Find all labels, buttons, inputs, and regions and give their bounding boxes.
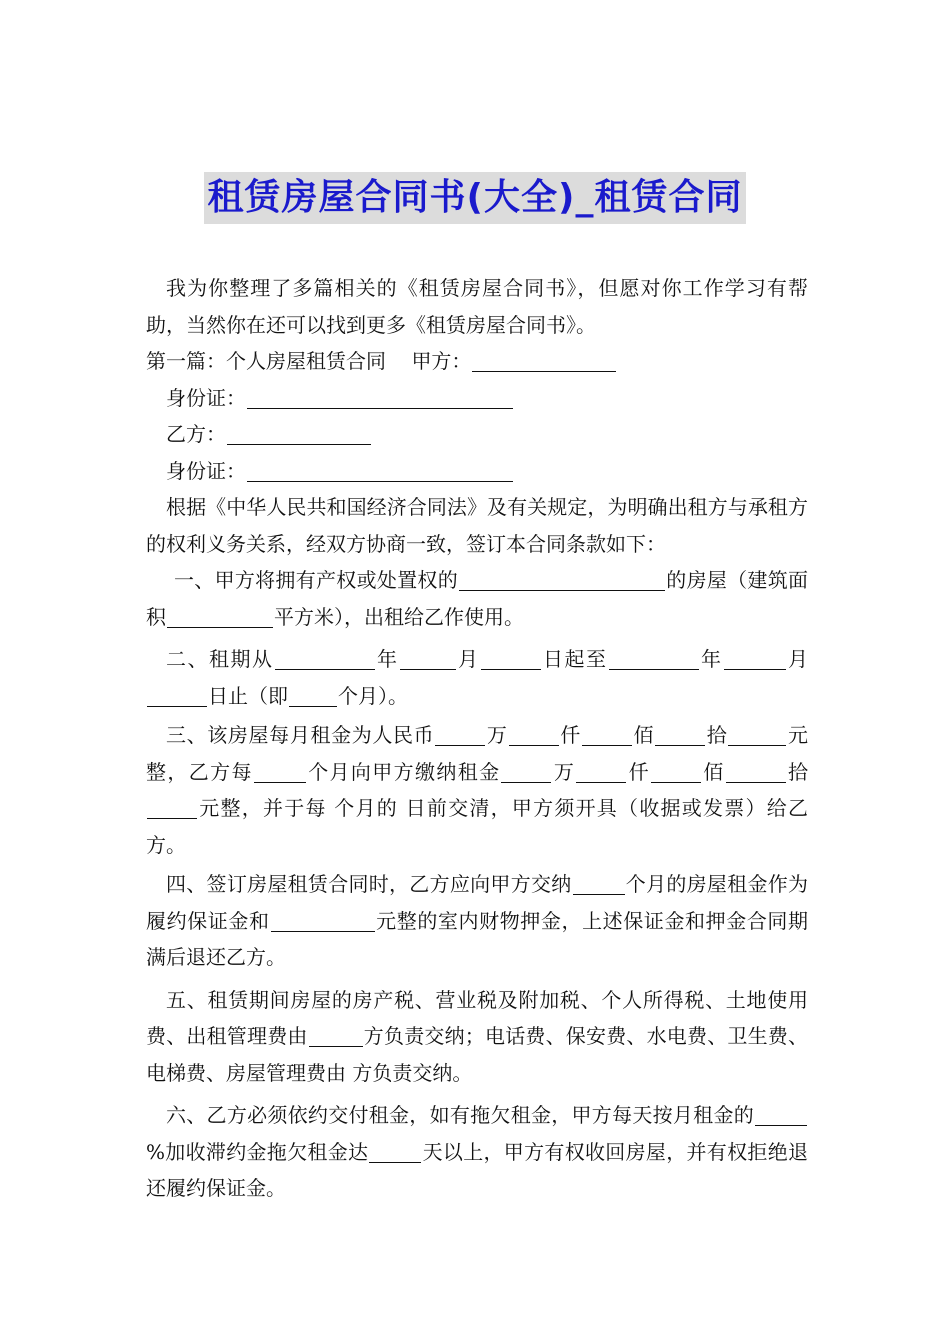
property-blank (459, 568, 665, 591)
id-line-2 (146, 453, 808, 490)
months-blank (289, 684, 337, 707)
property-deposit-blank (271, 909, 375, 932)
clause-6-text-a: 六、乙方必须依约交付租金，如有拖欠租金，甲方每天按月租金的 (166, 1103, 754, 1127)
clause-6-text-b: %加收滞约金拖欠租金达 (146, 1139, 369, 1164)
title-container (0, 172, 950, 224)
overdue-days-blank (369, 1140, 421, 1163)
clause-3-text-k: 拾 (786, 759, 809, 784)
clause-1-text-b: 的房屋（建筑面积 (146, 568, 809, 629)
rent-qian-blank (509, 723, 559, 746)
clause-5-text-a: 五、租赁期间房屋的房产税、营业税及附加税、个人所得税、土地使用费、出租管理费由 (146, 987, 808, 1048)
end-day-blank (147, 684, 207, 707)
clause-3-text-c: 仟 (559, 723, 581, 747)
clause-2-text-c: 月 (456, 647, 480, 671)
clause-3-text-h: 万 (552, 759, 576, 784)
clause-2-text-b: 年 (375, 647, 399, 671)
clause-4-text-a: 四、签订房屋租赁合同时，乙方应向甲方交纳 (166, 872, 572, 896)
party-a-blank (472, 349, 616, 372)
clause-2-text-e: 年 (699, 647, 723, 671)
clause-3-text-i: 仟 (627, 759, 650, 784)
clause-3-text-e: 拾 (706, 723, 728, 747)
deposit-months-blank (573, 872, 625, 895)
clause-4 (146, 866, 808, 976)
pay-shi-blank (726, 760, 786, 783)
start-day-blank (481, 647, 541, 670)
clause-1-text-a: 一、甲方将拥有产权或处置权的 (174, 568, 458, 592)
clause-2 (146, 641, 808, 714)
party-b-label: 乙方： (166, 422, 226, 446)
start-year-blank (275, 647, 375, 670)
clause-2-text-g: 日止（即 (208, 683, 288, 708)
clause-6-text-c: 天以上，甲方有权收回房屋，并有权拒绝退还履约保证金。 (146, 1139, 809, 1200)
clause-3-text-a: 三、该房屋每月租金为人民币 (166, 723, 435, 747)
clause-3-text-l: 元整，并于每 个月的 日前交清，甲方须开具（收据或发票）给乙方。 (146, 796, 808, 857)
id-line-1 (146, 380, 808, 417)
clause-5 (146, 982, 808, 1092)
clause-2-text-d: 日起至 (541, 647, 608, 671)
party-b-blank (227, 422, 371, 445)
clause-2-text-a: 二、租期从 (166, 647, 274, 671)
clause-3-text-b: 万 (486, 723, 508, 747)
section-heading: 第一篇：个人房屋租赁合同 (146, 349, 386, 373)
clause-4-text-c: 元整的室内财物押金，上述保证金和押金合同期满后退还乙方。 (146, 908, 809, 969)
clause-4-text-b: 个月的房屋租金作为履约保证金和 (146, 872, 809, 933)
document-title: 租赁房屋合同书(大全)_租赁合同 (204, 172, 747, 224)
pay-interval-blank (254, 760, 306, 783)
clause-1 (146, 562, 808, 635)
end-month-blank (724, 647, 786, 670)
clause-1-text-c: 平方米），出租给乙作使用。 (274, 604, 524, 629)
id-blank-1 (247, 386, 513, 409)
start-month-blank (400, 647, 456, 670)
clause-2-text-f: 月 (786, 647, 808, 671)
party-b-line (146, 416, 808, 453)
tax-party-blank (309, 1024, 363, 1047)
document-body (146, 270, 808, 1207)
id-label-2: 身份证： (166, 458, 246, 483)
id-label-1: 身份证： (166, 385, 246, 410)
pay-bai-blank (651, 760, 701, 783)
clause-3-text-j: 佰 (701, 759, 725, 784)
rent-yuan-blank (728, 723, 786, 746)
pay-qian-blank (576, 760, 626, 783)
clause-3-text-g: 个月向甲方缴纳租金 (306, 759, 501, 784)
rent-bai-blank (582, 723, 632, 746)
pay-yuan-blank (147, 796, 197, 819)
area-blank (167, 605, 273, 628)
rent-shi-blank (655, 723, 705, 746)
clause-5-text-b: 方负责交纳；电话费、保安费、水电费、卫生费、电梯费、房屋管理费由 方负责交纳。 (146, 1024, 809, 1085)
end-year-blank (609, 647, 699, 670)
clause-6 (146, 1097, 808, 1207)
section-heading-line (146, 343, 808, 380)
rent-wan-blank (435, 723, 485, 746)
id-blank-2 (247, 459, 513, 482)
penalty-percent-blank (755, 1103, 807, 1126)
clause-3-text-d: 佰 (632, 723, 655, 747)
party-a-label: 甲方： (411, 349, 472, 373)
clause-3-text-f: 元整，乙方每 (146, 723, 809, 784)
clause-2-text-h: 个月）。 (338, 683, 408, 708)
intro-paragraph: 我为你整理了多篇相关的《租赁房屋合同书》，但愿对你工作学习有帮助，当然你在还可以找到更多《租赁房屋合同书》。 (146, 276, 808, 337)
clause-3 (146, 717, 808, 863)
pay-wan-blank (501, 760, 551, 783)
preamble-paragraph: 根据《中华人民共和国经济合同法》及有关规定，为明确出租方与承租方的权利义务关系，经双方协商一致，签订本合同条款如下： (146, 495, 808, 556)
